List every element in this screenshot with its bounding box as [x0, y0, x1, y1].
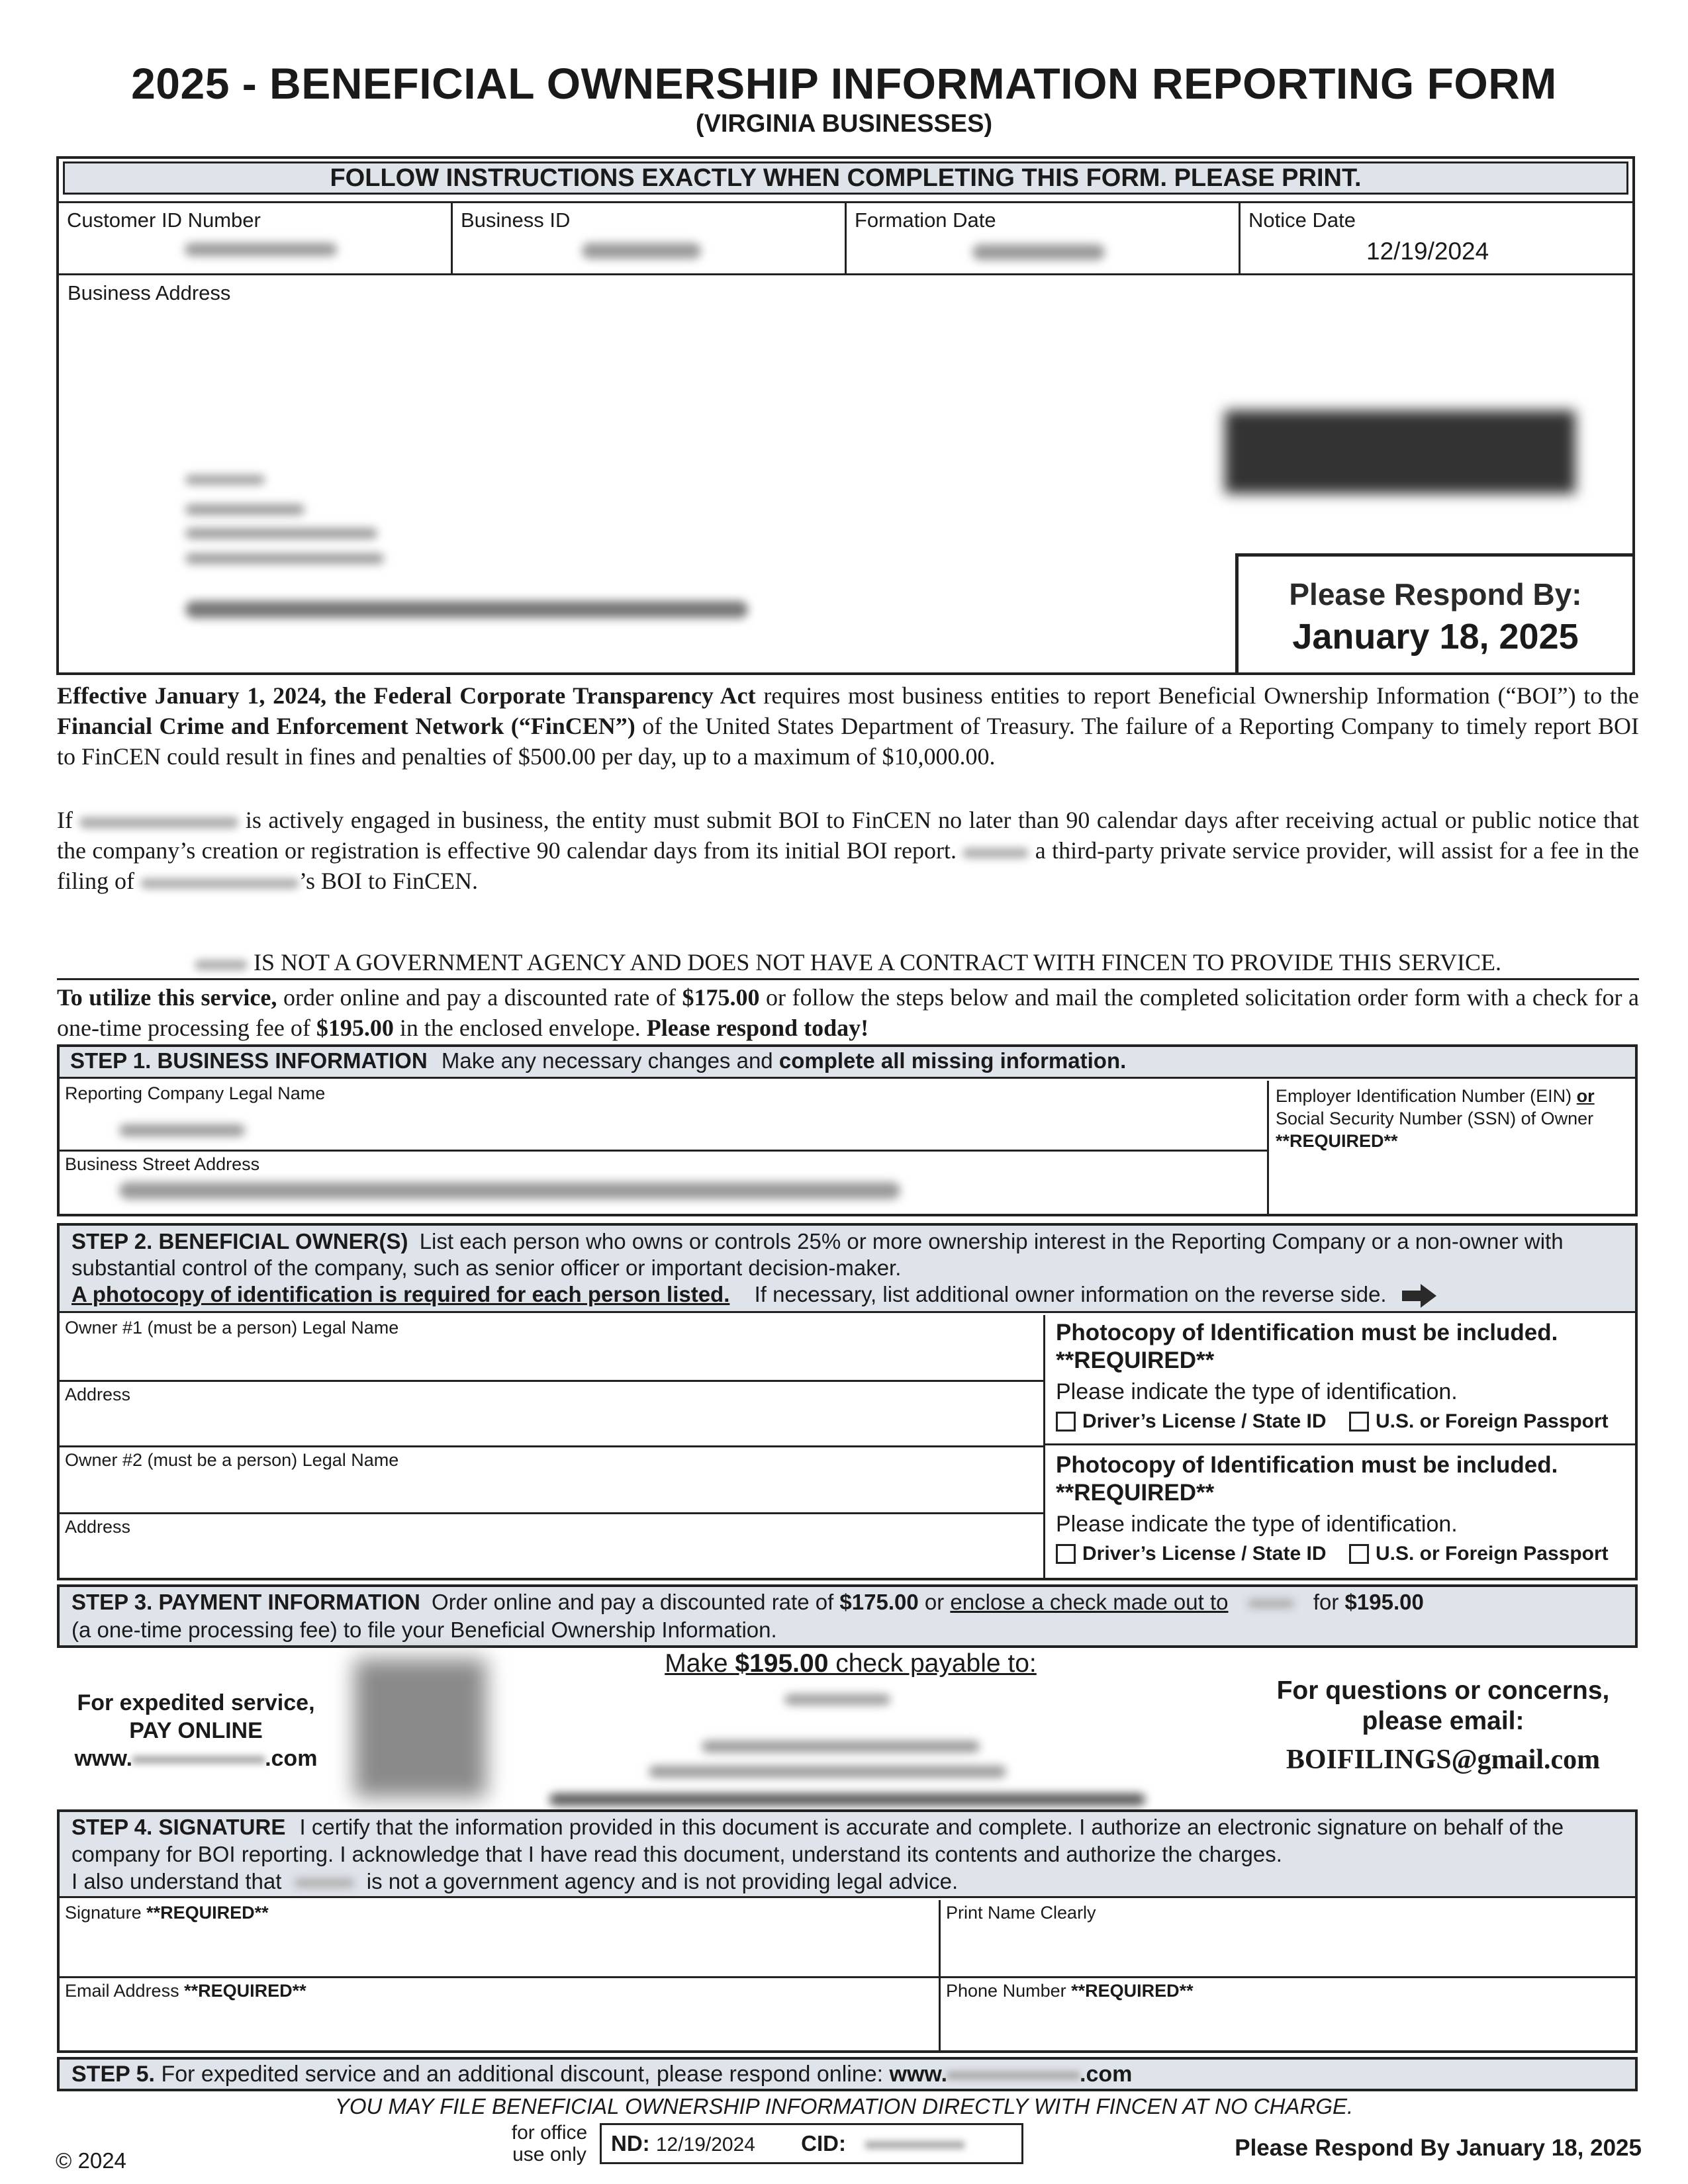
notice-date-label: Notice Date — [1248, 208, 1356, 232]
business-address-label: Business Address — [68, 281, 231, 304]
step1-title: STEP 1. BUSINESS INFORMATION — [70, 1048, 428, 1073]
intro-text-1: requires most business entities to report Beneficial Ownership Information (“BOI”) to the — [755, 682, 1639, 709]
step4-text-1: I certify that the information provided in this document is accurate and complete. I authorize an electronic signature on behalf of the company for BOI reporting. I acknowledge that I have read this document, understand its contents and authorize the charges. — [71, 1815, 1564, 1866]
ein-label — [1276, 1085, 1628, 1107]
redacted-inline-6 — [295, 1878, 354, 1888]
barcode-redacted — [1225, 410, 1575, 494]
check-payable-text-b: check payable to: — [828, 1649, 1037, 1678]
instructions-banner: FOLLOW INSTRUCTIONS EXACTLY WHEN COMPLETING THIS FORM. PLEASE PRINT. — [63, 161, 1628, 195]
step3-for: for — [1313, 1590, 1345, 1614]
email-label — [65, 1981, 306, 2001]
formation-date-label: Formation Date — [855, 208, 996, 232]
signature-required: **REQUIRED** — [146, 1903, 269, 1923]
redacted-inline-3 — [140, 878, 299, 889]
respond-by-date: January 18, 2025 — [1292, 617, 1579, 657]
utilize-text-3: in the enclosed envelope. — [393, 1015, 647, 1041]
owner2-address-field[interactable] — [60, 1514, 1045, 1578]
signature-label — [65, 1903, 269, 1923]
footer-fincen-notice: YOU MAY FILE BENEFICIAL OWNERSHIP INFORMATION DIRECTLY WITH FINCEN AT NO CHARGE. — [334, 2094, 1354, 2118]
redacted-inline-1 — [79, 817, 238, 829]
step2-text: List each person who owns or controls 25% or more ownership interest in the Reporting Company or a non-owner with substantial control of the company, such as senior officer or important decision-maker. — [71, 1229, 1564, 1280]
intro-text-2: of the United States Department of Treasury. The failure of a Reporting Company to timely report BOI to FinCEN could result in fines and penalties of $500.00 per day, up to a maximum of $10,000.00. — [57, 713, 1639, 770]
owner2-photo-instruction: Please indicate the type of identification. — [1056, 1512, 1458, 1537]
intro-fincen-bold: Financial Crime and Enforcement Network (“FinCEN”) — [57, 713, 635, 739]
step2-title: STEP 2. BENEFICIAL OWNER(S) — [71, 1229, 408, 1253]
copyright: © 2024 — [56, 2148, 126, 2173]
ein-label-text: Employer Identification Number (EIN) — [1276, 1086, 1577, 1106]
price-online: $175.00 — [682, 984, 760, 1011]
cid-label: CID: — [801, 2131, 846, 2156]
utilize-text-2: or follow the steps below and mail the completed solicitation order form with a check for a one-time processing fee of — [57, 984, 1639, 1041]
step5-url-prefix: www. — [889, 2062, 948, 2087]
owner2-id-panel — [1045, 1447, 1635, 1578]
business-id-cell[interactable] — [453, 203, 847, 273]
qr-code-redacted[interactable] — [354, 1659, 487, 1797]
owner1-id-options — [1056, 1409, 1624, 1434]
redacted-inline-4 — [195, 960, 248, 970]
step3-online-price: $175.00 — [839, 1590, 919, 1614]
print-name-label: Print Name Clearly — [946, 1903, 1096, 1923]
owner1-dl-checkbox[interactable] — [1056, 1412, 1076, 1432]
owner2-photo-heading: Photocopy of Identification must be included. — [1056, 1452, 1558, 1478]
intro-effective-bold: Effective January 1, 2024, the Federal Corporate Transparency Act — [57, 682, 756, 709]
intro-paragraph-2 — [57, 805, 1639, 896]
address-redacted-5 — [185, 601, 748, 618]
step2-reverse-side: If necessary, list additional owner information on the reverse side. — [754, 1282, 1387, 1306]
nd-label: ND: — [611, 2131, 650, 2156]
disclaimer-text: IS NOT A GOVERNMENT AGENCY AND DOES NOT HAVE A CONTRACT WITH FINCEN TO PROVIDE THIS SERVICE. — [254, 949, 1501, 976]
step2-header — [60, 1226, 1635, 1313]
owner2-passport-label: U.S. or Foreign Passport — [1375, 1543, 1609, 1565]
step3-text-1: Order online and pay a discounted rate of — [432, 1590, 840, 1614]
ein-label-or: or — [1576, 1086, 1595, 1106]
formation-date-redacted — [972, 244, 1105, 260]
payee-redacted-3 — [649, 1766, 1006, 1778]
step4-text-2b: is not a government agency and is not providing legal advice. — [366, 1869, 959, 1893]
utilize-bold: To utilize this service, — [57, 984, 277, 1011]
payee-redacted-2 — [702, 1741, 980, 1752]
cid-redacted — [865, 2141, 964, 2149]
phone-required: **REQUIRED** — [1071, 1981, 1194, 2001]
step1-text: Make any necessary changes and — [441, 1048, 779, 1073]
notice-date-value: 12/19/2024 — [1366, 238, 1489, 265]
address-redacted-2 — [185, 504, 305, 515]
step1-bold: complete all missing information. — [778, 1048, 1127, 1073]
formation-date-cell[interactable] — [847, 203, 1241, 273]
intro-p2-end: ’s BOI to FinCEN. — [299, 868, 479, 894]
owner2-address-label: Address — [65, 1517, 131, 1537]
step2-photocopy-required: A photocopy of identification is required for each person listed. — [71, 1282, 730, 1306]
check-payable — [463, 1649, 1238, 1678]
owner1-address-label: Address — [65, 1385, 131, 1404]
check-payable-text-a: Make — [665, 1649, 735, 1678]
phone-label — [946, 1981, 1194, 2001]
owner1-address-field[interactable] — [60, 1382, 1045, 1447]
step3-text-2: (a one-time processing fee) to file your Beneficial Ownership Information. — [71, 1617, 777, 1642]
legal-name-field[interactable] — [60, 1081, 1269, 1152]
expedited-url-suffix: .com — [265, 1746, 318, 1771]
signature-label-text: Signature — [65, 1903, 147, 1923]
legal-name-redacted — [119, 1124, 245, 1136]
nd-value: 12/19/2024 — [655, 2134, 755, 2156]
street-address-redacted — [119, 1182, 900, 1199]
utilize-text-1: order online and pay a discounted rate of — [277, 984, 682, 1011]
owner1-photo-instruction: Please indicate the type of identification. — [1056, 1379, 1458, 1404]
step3-check-text: enclose a check made out to — [950, 1590, 1229, 1614]
notice-date-cell[interactable] — [1241, 203, 1632, 273]
step5-url-redacted — [947, 2071, 1080, 2079]
customer-id-cell[interactable] — [59, 203, 453, 273]
street-address-label: Business Street Address — [65, 1154, 260, 1174]
respond-today: Please respond today! — [646, 1015, 869, 1041]
check-payable-amount: $195.00 — [735, 1649, 829, 1678]
expedited-url[interactable] — [57, 1745, 335, 1772]
owner2-id-options — [1056, 1541, 1624, 1567]
price-mail: $195.00 — [316, 1015, 394, 1041]
form-subtitle: (VIRGINIA BUSINESSES) — [695, 110, 993, 138]
address-redacted-4 — [185, 553, 384, 564]
owner2-name-label: Owner #2 (must be a person) Legal Name — [65, 1450, 399, 1470]
ssn-label: Social Security Number (SSN) of Owner — [1276, 1109, 1594, 1128]
questions-line-2: please email: — [1362, 1707, 1524, 1735]
owner2-dl-label: Driver’s License / State ID — [1082, 1543, 1327, 1565]
owner1-passport-label: U.S. or Foreign Passport — [1375, 1410, 1609, 1432]
step3-title: STEP 3. PAYMENT INFORMATION — [71, 1590, 420, 1614]
step4-header — [60, 1812, 1635, 1898]
owner2-passport-checkbox[interactable] — [1349, 1544, 1369, 1564]
expedited-line-2: PAY ONLINE — [129, 1718, 263, 1743]
id-row — [59, 201, 1632, 275]
office-use-line-1: for office — [511, 2122, 588, 2144]
step3-header — [57, 1584, 1638, 1648]
step5-text: For expedited service and an additional discount, please respond online: — [161, 2062, 890, 2087]
email-field[interactable] — [60, 1978, 941, 2050]
contact-email[interactable]: BOIFILINGS@gmail.com — [1286, 1745, 1601, 1775]
signature-field[interactable] — [60, 1900, 941, 1978]
redacted-inline-5 — [1248, 1599, 1294, 1608]
office-use-box — [600, 2123, 1023, 2164]
step5-url-suffix: .com — [1080, 2062, 1133, 2087]
intro-paragraph-3 — [57, 982, 1639, 1043]
address-redacted-3 — [185, 528, 377, 539]
intro-p2-provider: a third-party private service provider, will assist for a fee in the filing of — [57, 837, 1640, 894]
step5-title: STEP 5. — [71, 2062, 155, 2087]
payee-redacted-1 — [784, 1694, 890, 1705]
disclaimer-line — [57, 948, 1639, 980]
form-title: 2025 - BENEFICIAL OWNERSHIP INFORMATION REPORTING FORM — [131, 59, 1557, 108]
expedited-url-prefix: www. — [74, 1746, 133, 1771]
owner1-name-field[interactable] — [60, 1315, 1045, 1382]
office-use-label — [503, 2122, 596, 2165]
step4-text-2a: I also understand that — [71, 1869, 282, 1893]
print-name-field[interactable] — [941, 1900, 1635, 1978]
owner1-dl-label: Driver’s License / State ID — [1082, 1410, 1327, 1432]
step1-header — [60, 1047, 1635, 1079]
step4-title: STEP 4. SIGNATURE — [71, 1815, 286, 1839]
phone-field[interactable] — [941, 1978, 1635, 2050]
footer-respond-by: Please Respond By January 18, 2025 — [1235, 2135, 1642, 2161]
customer-id-label: Customer ID Number — [67, 208, 261, 232]
intro-p2-if: If — [57, 807, 73, 833]
ein-field[interactable] — [1269, 1081, 1635, 1214]
owner2-photo-required: **REQUIRED** — [1056, 1480, 1215, 1506]
address-redacted-1 — [185, 475, 265, 484]
office-use-line-2: use only — [512, 2144, 586, 2165]
respond-by-label: Please Respond By: — [1289, 577, 1582, 612]
respond-by-box — [1235, 553, 1632, 675]
expedited-line-1: For expedited service, — [77, 1690, 315, 1715]
business-id-redacted — [582, 243, 701, 259]
owner1-photo-required: **REQUIRED** — [1056, 1347, 1215, 1373]
arrow-right-icon — [1401, 1283, 1438, 1309]
owner1-photo-heading: Photocopy of Identification must be included. — [1056, 1320, 1558, 1345]
redacted-inline-2 — [962, 848, 1029, 858]
email-required: **REQUIRED** — [184, 1981, 306, 2001]
customer-id-redacted — [185, 243, 337, 256]
redacted-url — [132, 1756, 265, 1764]
owner1-name-label: Owner #1 (must be a person) Legal Name — [65, 1318, 399, 1338]
owner2-dl-checkbox[interactable] — [1056, 1544, 1076, 1564]
owner2-name-field[interactable] — [60, 1447, 1045, 1514]
step5-url[interactable] — [890, 2062, 1133, 2087]
questions-block — [1244, 1676, 1642, 1783]
email-label-text: Email Address — [65, 1981, 185, 2001]
legal-name-label: Reporting Company Legal Name — [65, 1083, 326, 1103]
step3-or: or — [918, 1590, 951, 1614]
intro-p2-body: is actively engaged in business, the entity must submit BOI to FinCEN no later than 90 calendar days after receiving actual or public notice that the company’s creation or registration is effective 90 calendar days from its initial BOI report. — [57, 807, 1640, 864]
questions-line-1: For questions or concerns, — [1276, 1676, 1610, 1705]
step3-check-price: $195.00 — [1344, 1590, 1424, 1614]
ein-required: **REQUIRED** — [1276, 1131, 1398, 1151]
expedited-block — [57, 1689, 335, 1772]
payee-redacted-4 — [549, 1794, 1145, 1805]
street-address-field[interactable] — [60, 1152, 1269, 1214]
owner1-id-panel — [1045, 1315, 1635, 1445]
phone-label-text: Phone Number — [946, 1981, 1072, 2001]
step5-bar — [57, 2057, 1638, 2091]
intro-paragraph-1 — [57, 680, 1639, 772]
business-id-label: Business ID — [461, 208, 571, 232]
owner1-passport-checkbox[interactable] — [1349, 1412, 1369, 1432]
